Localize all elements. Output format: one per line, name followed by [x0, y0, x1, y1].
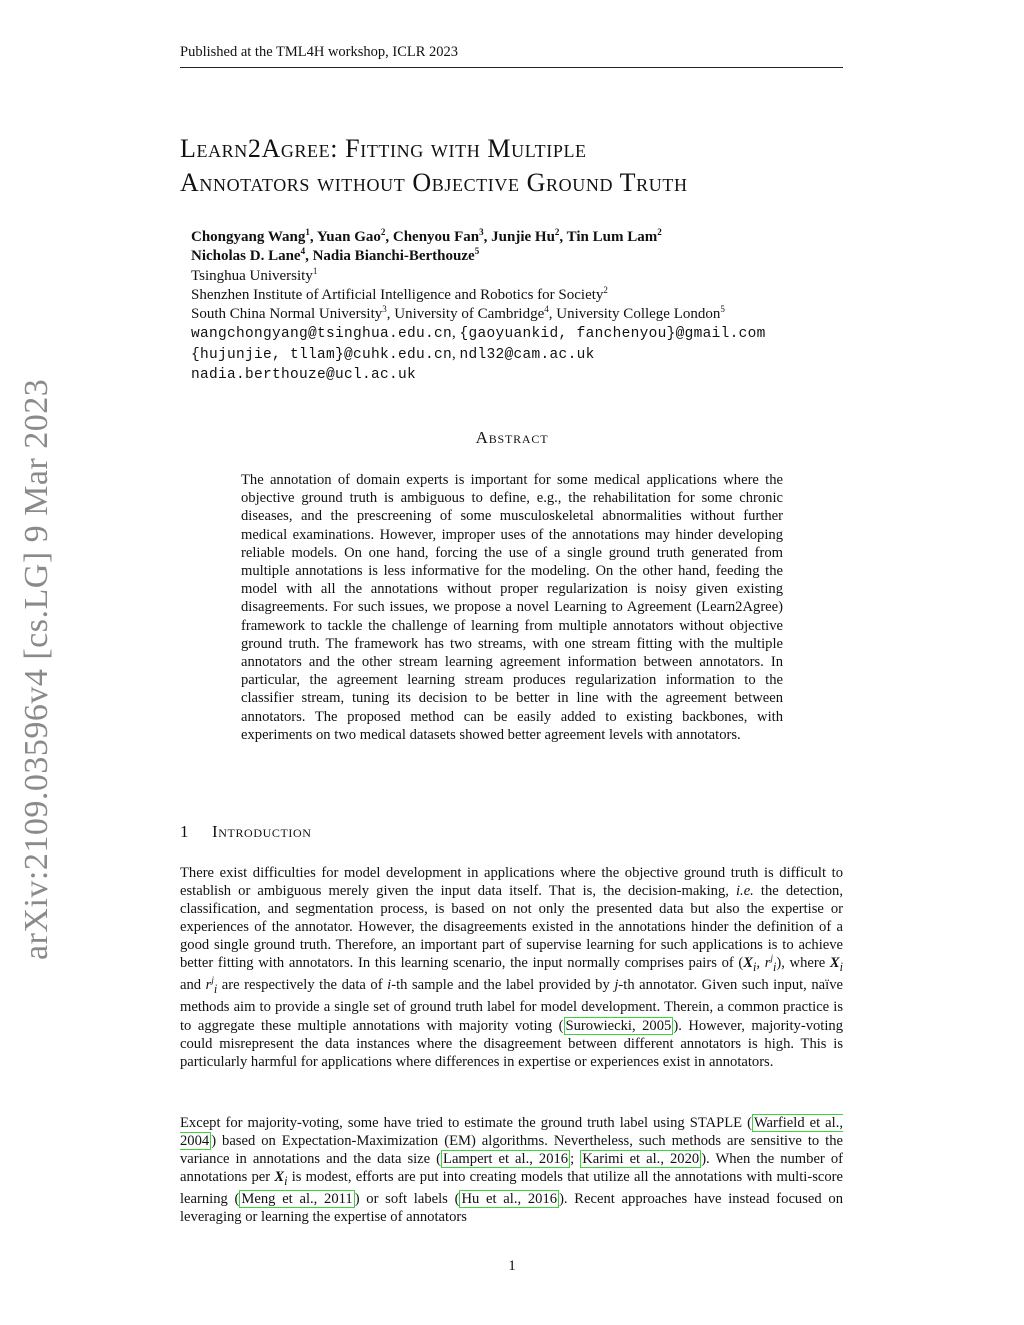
email-address: {gaoyuankid, fanchenyou}@gmail.com: [459, 326, 766, 343]
affiliation-name: , University of Cambridge: [386, 306, 545, 323]
affiliation-name: Shenzhen Institute of Artificial Intelligence and Robotics for Society: [191, 286, 604, 303]
author-name: Tin Lum Lam: [566, 229, 658, 245]
paper-title: [180, 132, 880, 200]
introduction-paragraph-1: [180, 864, 843, 1071]
citation-link[interactable]: Surowiecki, 2005: [565, 1017, 672, 1034]
body-text: Except for majority-voting, some have tried to estimate the ground truth label using STAPLE (: [180, 1115, 752, 1131]
affiliation-name: , University College London: [548, 306, 721, 323]
affiliation-line-1: [191, 267, 851, 286]
abstract-body: The annotation of domain experts is important for some medical applications where the objective ground truth is ambiguous to define, e.g., the rehabilitation for some chronic diseases, and the prescreening of some musculoskeletal abnormalities without further medical examinations. However, improper uses of the annotations may hinder developing reliable models. On one hand, forcing the use of a single ground truth generated from multiple annotations is less informative for the modeling. On the other hand, feeding the model with all the annotations without proper regularization is noisy given existing disagreements. For such issues, we propose a novel Learning to Agreement (Learn2Agree) framework to tackle the challenge of learning from multiple annotators without objective ground truth. The framework has two streams, with one stream fitting with the multiple annotators and the other stream learning agreement information between annotators. In particular, the agreement learning stream produces regularization information to the classifier stream, tuning its decision to be better in line with the agreement between annotators. The proposed method can be easily added to existing backbones, with experiments on two medical datasets showed better agreement levels with annotators.: [241, 472, 783, 743]
author-name: Yuan Gao: [316, 229, 381, 245]
body-text: ) based on Expectation-Maximization (EM) algorithms. Nevertheless, such methods are sensitive to the variance in annotations and the data size (: [180, 1133, 843, 1168]
email-line-2: [191, 345, 851, 365]
math-subscript: i: [213, 982, 218, 997]
body-text-italic: i.e.: [736, 883, 754, 900]
author-affiliation-mark: 3: [479, 227, 484, 237]
author-affiliation-mark: 2: [380, 227, 386, 237]
math-symbol: X: [743, 955, 754, 972]
email-address: wangchongyang@tsinghua.edu.cn: [191, 326, 453, 343]
author-line-1: [191, 228, 851, 247]
affiliation-mark: 1: [312, 265, 318, 276]
author-affiliation-mark: 2: [554, 227, 560, 237]
body-text: ). However, majority-voting could misrepresent the data instances where the disagreement between different annotators is high. This is particularly harmful for applications where differences in expertise or experiences exist in annotators.: [180, 1017, 843, 1070]
body-text: the detection, classification, and segmentation process, is based on not only the presented data but also the expertise or experiences of the annotator. However, the disagreements existed in the annotations hinder the definition of a good single ground truth. Therefore, an important part of supervise learning for such applications is to achieve better fitting with annotators. In this learning scenario, the input normally comprises pairs of (: [180, 883, 843, 972]
author-name: Junjie Hu: [491, 229, 555, 245]
email-line-3: [191, 365, 851, 385]
citation-link[interactable]: Meng et al., 2011: [241, 1191, 353, 1208]
section-number: 1: [180, 822, 190, 841]
author-name: Nicholas D. Lane: [191, 248, 301, 265]
author-name: Nadia Bianchi-Berthouze: [312, 248, 475, 265]
math-symbol: X: [829, 955, 840, 972]
affiliation-line-2: [191, 286, 851, 305]
affiliation-name: Tsinghua University: [191, 267, 313, 284]
introduction-paragraph-2: [180, 1114, 843, 1226]
author-affiliation-mark: 2: [657, 227, 662, 237]
author-name: Chongyang Wang: [191, 229, 306, 245]
author-affiliation-mark: 5: [474, 246, 480, 257]
author-affiliation-mark: 1: [305, 227, 310, 237]
email-address: {hujunjie, tllam}@cuhk.edu.cn: [191, 346, 453, 363]
author-separator: ,: [559, 229, 567, 245]
math-superscript: j: [211, 975, 214, 986]
citation-link[interactable]: Warfield et al., 2004: [180, 1115, 844, 1150]
math-symbol: X: [274, 1169, 285, 1186]
author-line-2: [191, 247, 851, 266]
author-separator: ,: [385, 229, 393, 245]
body-text: and: [180, 977, 206, 994]
email-address: nadia.berthouze@ucl.ac.uk: [191, 367, 417, 384]
body-text: -th annotator. Given such input, naïve methods aim to provide a single set of ground truth label for model development. Therein, a common practice is to aggregate these multiple annotations with majority voting (: [180, 977, 843, 1034]
affiliation-name: South China Normal University: [191, 306, 383, 323]
citation-link[interactable]: Lampert et al., 2016: [443, 1151, 569, 1168]
author-affiliation-mark: 4: [300, 246, 306, 257]
author-separator: ,: [309, 229, 317, 245]
title-line-2: Annotators without Objective Ground Truth: [180, 168, 688, 197]
email-address: ndl32@cam.ac.uk: [459, 346, 595, 363]
math-subscript: i: [753, 960, 757, 975]
email-separator: ,: [452, 325, 460, 342]
abstract-heading: Abstract: [475, 428, 549, 447]
math-subscript: i: [772, 960, 777, 975]
math-symbol: j: [614, 977, 619, 994]
body-text: ) or soft labels (: [354, 1191, 460, 1208]
body-text: There exist difficulties for model development in applications where the objective ground truth is difficult to establish or ambiguous merely given the input data itself. That is, the decision-making,: [180, 865, 843, 900]
citation-link[interactable]: Hu et al., 2016: [461, 1191, 558, 1208]
body-text: -th sample and the label provided by: [391, 977, 615, 994]
body-text: ). Recent approaches have instead focused on leveraging or learning the expertise of annotators: [180, 1191, 844, 1226]
section-title: Introduction: [212, 822, 312, 841]
math-superscript: j: [770, 953, 773, 964]
section-heading-introduction: [180, 822, 312, 842]
email-line-1: [191, 324, 851, 344]
body-text: ), where: [776, 955, 830, 972]
math-symbol: r: [764, 955, 771, 972]
author-separator: ,: [305, 248, 313, 265]
math-subscript: i: [284, 1174, 288, 1189]
affiliation-mark: 3: [382, 304, 387, 315]
author-block: [191, 228, 851, 385]
title-line-1: Learn2Agree: Fitting with Multiple: [180, 134, 587, 163]
arxiv-identifier-stamp: arXiv:2109.03596v4 [cs.LG] 9 Mar 2023: [18, 378, 55, 960]
affiliation-mark: 4: [544, 304, 549, 315]
running-header: Published at the TML4H workshop, ICLR 2023: [180, 44, 843, 68]
body-text: ). When the number of annotations per: [180, 1151, 843, 1186]
author-separator: ,: [483, 229, 492, 245]
math-symbol: i: [387, 977, 392, 994]
body-text: are respectively the data of: [217, 977, 388, 994]
citation-link[interactable]: Karimi et al., 2020: [582, 1151, 700, 1168]
body-text: ;: [570, 1151, 581, 1168]
math-subscript: i: [839, 960, 843, 975]
affiliation-mark: 5: [720, 304, 725, 315]
affiliation-line-3: [191, 305, 851, 324]
affiliation-mark: 2: [603, 284, 608, 295]
author-name: Chenyou Fan: [392, 229, 480, 245]
body-text: ,: [756, 955, 765, 972]
email-separator: ,: [452, 345, 460, 362]
body-text: is modest, efforts are put into creating models that utilize all the annotations with multi-score learning (: [180, 1169, 843, 1208]
page-number: 1: [508, 1258, 516, 1274]
math-symbol: r: [205, 977, 212, 994]
